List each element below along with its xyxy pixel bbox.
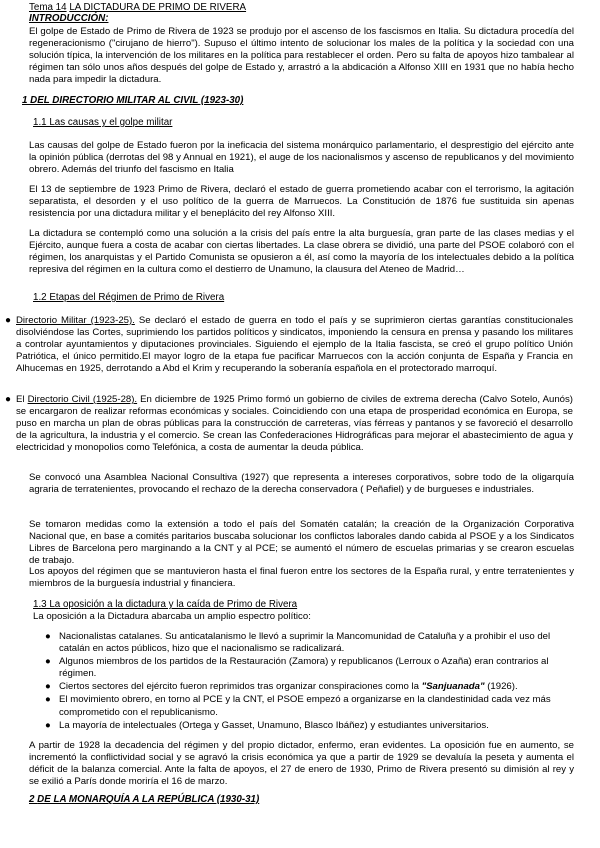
asamblea-paragraph: Se convocó una Asamblea Nacional Consultiva (1927) que representa a intereses corporativos, sobre todo de la oligarquía agraria de terratenientes, provocando el rechazo de la derecha conservadora ( Peñafiel) y de burgueses e industriales. <box>29 472 574 496</box>
list-item: ● Algunos miembros de los partidos de la Restauración (Zamora) y republicanos (Lerroux o Azaña) eran contrarios al régimen. <box>45 656 549 680</box>
bullet-dot: ● <box>45 656 51 668</box>
list-item: ● Ciertos sectores del ejército fueron reprimidos tras organizar conspiraciones como la "Sanjuanada" (1926). <box>45 681 518 693</box>
medidas-paragraph: Se tomaron medidas como la extensión a todo el país del Somatén catalán; la creación de la Organización Corporativa Nacional que, en base a comités paritarios buscaba solucionar los conflictos laborales dando cabida al PSOE y a los Sindicatos Libres de Barcelona pero marginando a la CNT y al PCE; se aumentó el número de escuelas primarias y se crearon escuelas de trabajo. <box>29 519 574 567</box>
s1-3-final-paragraph: A partir de 1928 la decadencia del régimen y del propio dictador, enfermo, eran evidentes. La oposición fue en aumento, se incrementó la conflictividad social y se agravó la crisis económica ya que a partir de 1929 se devaluía la peseta y aumenta el déficit de la balanza comercial. Ante la falta de apoyos, el 27 de enero de 1930, Primo de Rivera presentó su dimisión al rey y se exilió a París donde moriría el 16 de marzo. <box>29 740 574 788</box>
section2-heading <box>29 794 259 806</box>
bullet-dot-directorio-civil: ● <box>5 394 12 405</box>
intro-heading: INTRODUCCIÓN: <box>29 13 109 24</box>
bullet-dot: ● <box>45 681 51 693</box>
s1-1-paragraph-2: El 13 de septiembre de 1923 Primo de Rivera, declaró el estado de guerra prometiendo acabar con el terrorismo, la agitación separatista, el desorden y el uso político de la guerra de Marruecos. La Constitución de 1876 fue sustituida sin apenas resistencia por una dictadura militar y el beneplácito del rey Alfonso XIII. <box>29 184 574 220</box>
directorio-militar-text: Se declaró el estado de guerra en todo el país y se suprimieron ciertas garantías constitucionales disolviéndose las Cortes, suprimiendo los partidos políticos y sindicatos, imponiendo la censura en prensa y pasando los militares a controlar ayuntamientos y diputaciones provinciales. Siguiendo el ejemplo de la Italia fascista, se creó el grupo político Unión Patriótica, el único permitido.El mayor logro de la etapa fue pacificar Marruecos con la acción conjunta de España y Francia en Alhucemas en 1925, derrotando a Abd el Krim y recuperando la soberanía española en el protectorado marroquí. <box>16 315 573 375</box>
directorio-civil-el: El <box>16 394 28 405</box>
bullet-dot-directorio-militar: ● <box>5 315 12 326</box>
s1-1-paragraph-1: Las causas del golpe de Estado fueron por la ineficacia del sistema monárquico parlamentario, el desprestigio del ejército ante la opinión pública (derrotas del 98 y Annual en 1921), el auge de los nacionalismos y ascenso de republicanos y del movimiento obrero. Además del triunfo del fascismo en Italia <box>29 140 574 176</box>
directorio-civil-label: Directorio Civil (1925-28). <box>27 394 138 405</box>
opposition-list <box>45 631 570 733</box>
title-prefix: Tema 14 <box>29 2 67 13</box>
section2-title: DE LA MONARQUÍA A LA REPÚBLICA (1930-31) <box>37 794 260 805</box>
bullet-dot: ● <box>45 694 51 706</box>
directorio-civil-text: En diciembre de 1925 Primo formó un gobierno de civiles de extrema derecha (Calvo Sotelo, Aunós) se encargaron de realizar reformas económicas y sociales. Coincidiendo con una etapa de prosperidad económica en Europa, se puso en marcha un plan de obras públicas para la construcción de carreteras, vías férreas y pantanos y se favoreció el desarrollo de la agricultura, la industria y el comercio. Se crean las Confederaciones Hidrográficas para mejorar el abastecimiento de agua y electricidad y monopolios como Telefónica, a costa de aumentar la deuda pública. <box>16 394 573 454</box>
list-item: ● El movimiento obrero, en torno al PCE y la CNT, el PSOE empezó a organizarse en la clandestinidad cada vez más comprometido con el republicanismo. <box>45 694 551 718</box>
directorio-militar-paragraph <box>16 315 573 375</box>
bullet-dot: ● <box>45 719 51 731</box>
subsection-1-3-heading: 1.3 La oposición a la dictadura y la caída de Primo de Rivera <box>33 599 298 610</box>
section1-heading: 1 DEL DIRECTORIO MILITAR AL CIVIL (1923-30) <box>22 95 244 106</box>
title-main: LA DICTADURA DE PRIMO DE RIVERA <box>69 2 247 13</box>
subsection-1-1-heading: 1.1 Las causas y el golpe militar <box>33 117 173 128</box>
apoyos-paragraph: Los apoyos del régimen que se mantuvieron hasta el final fueron entre los sectores de la España rural, y entre terratenientes y miembros de la burguesía industrial y financiera. <box>29 566 574 590</box>
subsection-1-2-heading: 1.2 Etapas del Régimen de Primo de Rivera <box>33 292 225 303</box>
sanjuanada-emphasis: "Sanjuanada" <box>421 681 485 693</box>
intro-paragraph: El golpe de Estado de Primo de Rivera de 1923 se produjo por el ascenso de los fascismos en Italia. Su dictadura procedía del regeneracionismo ("cirujano de hierro"). Supuso el último intento de solucionar los males de la política y la sociedad con una solución típica, la intervención de los militares en la política para restablecer el orden. Pero su falta de apoyos hizo tambalear al régimen tan sólo unos años después del golpe de Estado y, arrastró a la abdicación a Alfonso XIII en 1931 que no había hecho nada para impedir la dictadura. <box>29 26 574 86</box>
list-item: ● Nacionalistas catalanes. Su anticatalanismo le llevó a suprimir la Mancomunidad de Cataluña y a prohibir el uso del catalán en actos públicos, hizo que el nacionalismo se radicalizará. <box>45 631 551 655</box>
directorio-militar-label: Directorio Militar (1923-25). <box>16 315 135 326</box>
section2-prefix: 2 <box>29 794 38 805</box>
directorio-civil-paragraph <box>16 394 573 454</box>
s1-3-intro: La oposición a la Dictadura abarcaba un amplio espectro político: <box>33 611 311 622</box>
list-item: ● La mayoría de intelectuales (Ortega y Gasset, Unamuno, Blasco Ibáñez) y estudiantes universitarios. <box>45 719 489 731</box>
bullet-dot: ● <box>45 631 51 642</box>
s1-1-paragraph-3: La dictadura se contempló como una solución a la crisis del país entre la alta burguesía, gran parte de las clases medias y el Ejército, aunque fuera a costa de acabar con ciertas libertades. La clase obrera se dividió, una parte del PSOE colaboró con el régimen, los anarquistas y el Partido Comunista se opusieron a él, así como la mayoría de los intelectuales debido a la política represiva del régimen en la cultura como el destierro de Unamuno, la clausura del Ateneo de Madrid… <box>29 228 574 276</box>
